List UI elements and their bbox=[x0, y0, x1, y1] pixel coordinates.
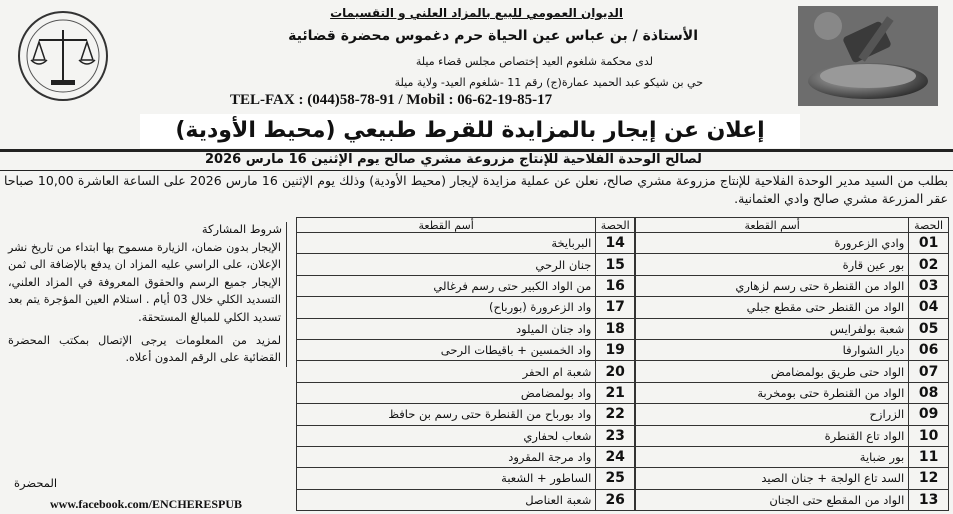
table-row bbox=[297, 468, 635, 489]
bailiff-name: الأستاذة / بن عباس عين الحياة حرم دغموس محضرة قضائية bbox=[288, 28, 698, 44]
gavel-icon bbox=[798, 6, 938, 106]
lot-name: الواد من القنطرة حتى بومخربة bbox=[636, 382, 909, 403]
lot-number: 18 bbox=[596, 318, 635, 339]
lots-table-right bbox=[635, 217, 949, 511]
lot-name: بور ضباية bbox=[636, 446, 909, 467]
lot-name: الواد من القنطرة حتى رسم لزهاري bbox=[636, 275, 909, 296]
announcement-subtitle: لصالح الوحدة الفلاحية للإنتاج مزروعة مشري صالح يوم الإثنين 16 مارس 2026 bbox=[205, 152, 702, 167]
table-row bbox=[297, 489, 635, 510]
lot-number: 01 bbox=[909, 233, 949, 254]
lot-number: 02 bbox=[909, 254, 949, 275]
intro-paragraph: بطلب من السيد مدير الوحدة الفلاحية للإنتاج مزروعة مشري صالح، نعلن عن عملية مزايدة لإيجار (محيط الأودية) وذلك يوم الإثنين 16 مارس 2026 على الساعة العاشرة 10,00 صباحا عقر المزرعة مشري صالح وادي العثمانية. bbox=[4, 173, 948, 206]
table-row bbox=[297, 318, 635, 339]
lot-number: 08 bbox=[909, 382, 949, 403]
table-row bbox=[297, 254, 635, 275]
lot-number: 06 bbox=[909, 339, 949, 360]
lot-number: 12 bbox=[909, 468, 949, 489]
conditions-section bbox=[8, 222, 287, 367]
table-row bbox=[636, 339, 949, 360]
table-row bbox=[636, 233, 949, 254]
lot-name: واد الخمسين + باقيطات الرحى bbox=[297, 339, 596, 360]
table-row bbox=[636, 446, 949, 467]
table-row bbox=[297, 233, 635, 254]
lot-name: شعبة ام الحفر bbox=[297, 361, 596, 382]
lot-name: واد بورباح من القنطرة حتى رسم بن حافظ bbox=[297, 404, 596, 425]
lot-name: السد تاع الولجة + جنان الصيد bbox=[636, 468, 909, 489]
table-row bbox=[636, 361, 949, 382]
lot-number: 23 bbox=[596, 425, 635, 446]
lot-number: 22 bbox=[596, 404, 635, 425]
table-row bbox=[636, 404, 949, 425]
lot-name: وادي الزعرورة bbox=[636, 233, 909, 254]
lot-number: 11 bbox=[909, 446, 949, 467]
lot-name-header: أسم القطعة bbox=[297, 218, 596, 233]
lot-name: شعاب لحفاري bbox=[297, 425, 596, 446]
lot-number: 17 bbox=[596, 297, 635, 318]
lot-number-header: الحصة bbox=[909, 218, 949, 233]
announcement-title: إعلان عن إيجار بالمزايدة للقرط طبيعي (محيط الأودية) bbox=[140, 114, 800, 148]
lot-number: 09 bbox=[909, 404, 949, 425]
table-row bbox=[636, 382, 949, 403]
lot-name: ديار الشوارفا bbox=[636, 339, 909, 360]
lot-name: الواد حتى طريق بولمضامض bbox=[636, 361, 909, 382]
justice-scales-icon bbox=[3, 8, 123, 104]
lot-number: 20 bbox=[596, 361, 635, 382]
lot-number: 25 bbox=[596, 468, 635, 489]
lot-number: 05 bbox=[909, 318, 949, 339]
table-row bbox=[297, 339, 635, 360]
contact-phones: TEL-FAX : (044)58-78-91 / Mobil : 06-62-19-85-17 bbox=[230, 92, 553, 108]
lot-name: البربايخة bbox=[297, 233, 596, 254]
table-row bbox=[297, 275, 635, 296]
lot-number: 15 bbox=[596, 254, 635, 275]
lot-name: بور عين قارة bbox=[636, 254, 909, 275]
lot-name: الواد من القنطر حتى مقطع جبلي bbox=[636, 297, 909, 318]
lot-name: شعبة بولفرايس bbox=[636, 318, 909, 339]
table-row bbox=[636, 297, 949, 318]
lot-name: واد جنان الميلود bbox=[297, 318, 596, 339]
lot-number: 16 bbox=[596, 275, 635, 296]
lot-number: 07 bbox=[909, 361, 949, 382]
lot-number: 26 bbox=[596, 489, 635, 510]
lot-number: 21 bbox=[596, 382, 635, 403]
lot-name: واد مرجة المقرود bbox=[297, 446, 596, 467]
conditions-title: شروط المشاركة bbox=[201, 222, 282, 236]
lot-number: 24 bbox=[596, 446, 635, 467]
lot-name: الزرازح bbox=[636, 404, 909, 425]
office-address: حي بن شيكو عبد الحميد عمارة(ج) رقم 11 -شلغوم العيد- ولاية ميلة bbox=[394, 76, 703, 89]
lot-number: 04 bbox=[909, 297, 949, 318]
lot-number-header: الحصة bbox=[596, 218, 635, 233]
lot-name: الساطور + الشعبة bbox=[297, 468, 596, 489]
table-row bbox=[636, 254, 949, 275]
table-row bbox=[636, 489, 949, 510]
signature: المحضرة bbox=[14, 476, 58, 490]
lot-name-header: أسم القطعة bbox=[636, 218, 909, 233]
lot-name: شعبة العناصل bbox=[297, 489, 596, 510]
contact-info-text: لمزيد من المعلومات يرجى الإتصال بمكتب المحضرة القضائية على الرقم المدون أعلاه. bbox=[8, 334, 281, 365]
lot-number: 13 bbox=[909, 489, 949, 510]
lot-name: واد بولمضامض bbox=[297, 382, 596, 403]
table-row bbox=[297, 425, 635, 446]
table-row bbox=[297, 361, 635, 382]
lot-number: 10 bbox=[909, 425, 949, 446]
lots-table-left bbox=[296, 217, 635, 511]
table-row bbox=[636, 468, 949, 489]
lot-name: واد الزعرورة (بورباح) bbox=[297, 297, 596, 318]
table-row bbox=[636, 425, 949, 446]
court-jurisdiction: لدى محكمة شلغوم العيد إختصاص مجلس قضاء ميلة bbox=[415, 55, 653, 68]
lot-name: الواد من المقطع حتى الجنان bbox=[636, 489, 909, 510]
table-row bbox=[297, 446, 635, 467]
table-row bbox=[636, 318, 949, 339]
table-row bbox=[297, 404, 635, 425]
lot-number: 03 bbox=[909, 275, 949, 296]
table-row bbox=[636, 275, 949, 296]
lot-number: 14 bbox=[596, 233, 635, 254]
lot-name: الواد تاع القنطرة bbox=[636, 425, 909, 446]
office-name: الديوان العمومي للبيع بالمزاد العلني و التقسيمات bbox=[330, 6, 623, 20]
subtitle-divider bbox=[0, 170, 953, 171]
lot-name: جنان الرحي bbox=[297, 254, 596, 275]
lot-name: من الواد الكبير حتى رسم فرغالي bbox=[297, 275, 596, 296]
lot-number: 19 bbox=[596, 339, 635, 360]
conditions-text: الإيجار بدون ضمان، الزيارة مسموح بها ابتداء من تاريخ نشر الإعلان، على الراسي عليه المزاد ان يدفع بالإضافة الى ثمن الإيجار جميع الرسم والحقوق المعروفة في المزاد العلني، التسديد الكلي خلال 03 أيام . استلام العين المؤجرة يتم بعد تسديد الكلي للمبالغ المستحقة. bbox=[8, 241, 281, 324]
facebook-link[interactable]: www.facebook.com/ENCHERESPUB bbox=[50, 497, 243, 511]
table-row bbox=[297, 297, 635, 318]
table-row bbox=[297, 382, 635, 403]
